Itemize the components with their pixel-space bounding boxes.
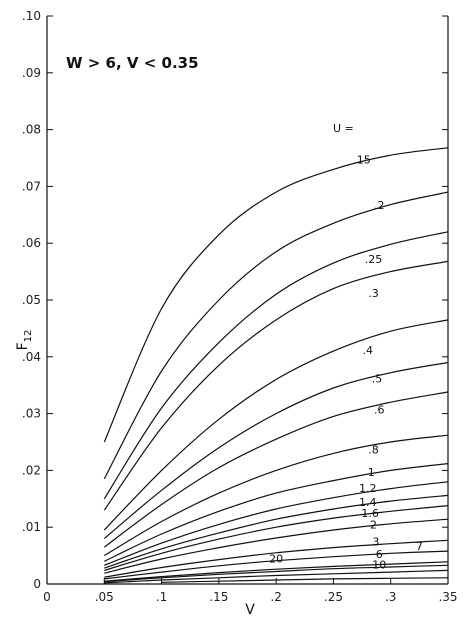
series-label-1.2: 1.2: [359, 481, 377, 495]
series-label-7: 7: [415, 539, 423, 553]
y-tick-label: .06: [21, 236, 41, 251]
y-tick-label: .04: [21, 349, 41, 364]
x-tick-label: .25: [323, 590, 343, 604]
y-axis-title-main: F: [15, 342, 31, 351]
y-axis-title-sub: 12: [23, 329, 34, 343]
x-tick-label: .2: [270, 590, 282, 604]
series-label-1.4: 1.4: [359, 496, 377, 510]
x-tick-label: .1: [155, 590, 168, 604]
x-tick-label: .05: [94, 590, 114, 604]
series-label-.8: .8: [368, 443, 379, 457]
y-tick-label: .10: [21, 9, 41, 23]
legend-title: U =: [333, 122, 354, 135]
series-label-2: 2: [370, 518, 378, 532]
series-label-.15: .15: [353, 153, 371, 167]
series-label-.2: .2: [374, 199, 385, 213]
y-tick-label: 0: [33, 577, 41, 591]
series-label-.3: .3: [368, 287, 379, 301]
series-label-6: 6: [375, 547, 383, 561]
series-label-10: 10: [372, 558, 387, 572]
y-tick-label: .08: [21, 122, 41, 137]
x-axis-title: V: [245, 602, 255, 618]
series-label-.6: .6: [374, 403, 385, 417]
chart-annotation: W > 6, V < 0.35: [66, 54, 199, 72]
y-tick-label: .07: [21, 179, 41, 194]
y-tick-label: .03: [21, 406, 41, 421]
x-tick-label: .3: [384, 590, 397, 604]
x-tick-label: .15: [209, 590, 229, 604]
x-tick-label: 0: [43, 590, 51, 604]
y-tick-label: .05: [21, 293, 41, 307]
series-label-1: 1: [367, 466, 375, 480]
series-label-1.6: 1.6: [361, 506, 379, 520]
series-label-.25: .25: [364, 253, 383, 267]
series-label-.4: .4: [362, 343, 374, 357]
x-tick-label: .35: [438, 590, 458, 604]
series-label-.5: .5: [371, 372, 383, 386]
y-tick-label: .01: [21, 520, 41, 535]
series-label-20: 20: [269, 552, 284, 566]
series-label-3: 3: [372, 535, 380, 549]
y-tick-label: .09: [21, 65, 41, 80]
y-tick-label: .02: [21, 463, 41, 478]
